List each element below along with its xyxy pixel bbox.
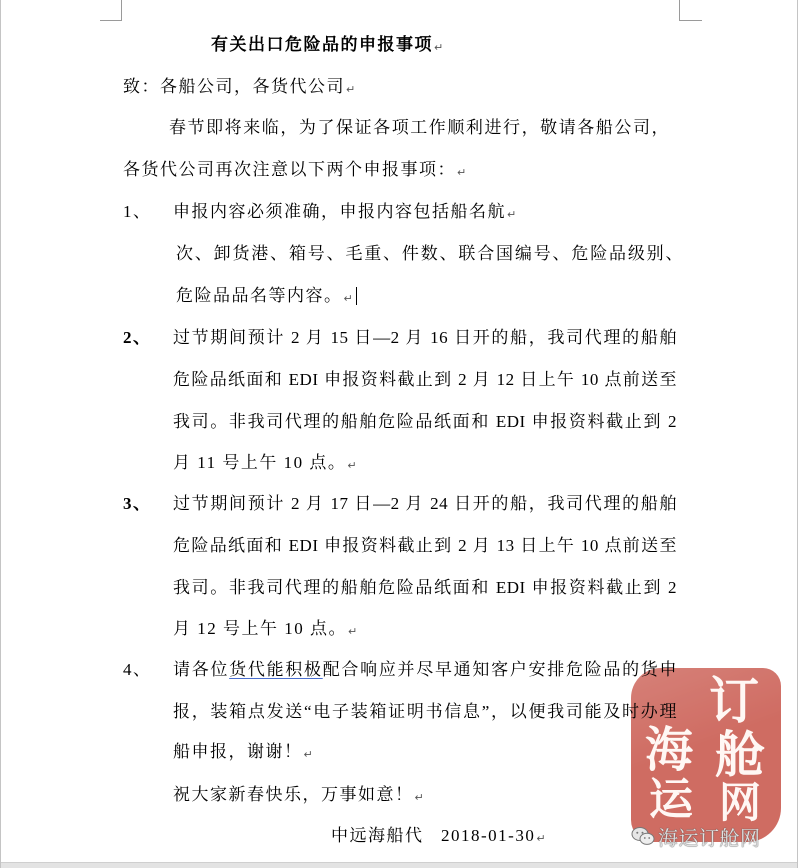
paragraph-mark: ↵ bbox=[414, 791, 424, 804]
seal-char: 舱 bbox=[715, 725, 765, 784]
item-line: 过节期间预计 2 月 17 日—2 月 24 日开的船，我司代理的船舶 bbox=[173, 494, 677, 513]
seal-char: 订 bbox=[709, 671, 759, 730]
closing-text: 祝大家新春快乐，万事如意！ bbox=[173, 785, 414, 804]
item-line bbox=[173, 658, 677, 682]
text-cursor bbox=[356, 287, 357, 305]
intro-line bbox=[123, 158, 466, 182]
item-line: 我司。非我司代理的船舶危险品纸面和 EDI 申报资料截止到 2 bbox=[173, 578, 677, 597]
salutation-text: 致：各船公司，各货代公司 bbox=[123, 77, 345, 96]
paragraph-mark: ↵ bbox=[346, 83, 356, 96]
item-line: 过节期间预计 2 月 15 日—2 月 16 日开的船，我司代理的船舶 bbox=[173, 328, 677, 347]
seal-watermark bbox=[631, 668, 781, 842]
paragraph-mark: ↵ bbox=[434, 41, 444, 54]
corner-mark-top-left bbox=[100, 0, 122, 21]
signature-date-text: 2018-01-30 bbox=[441, 826, 536, 845]
page-bottom-edge bbox=[1, 862, 797, 868]
wechat-caption bbox=[631, 824, 761, 848]
seal-char: 海 bbox=[645, 722, 694, 778]
paragraph-mark: ↵ bbox=[343, 292, 353, 305]
grammar-underlined-segment: 货代能积极 bbox=[229, 660, 323, 679]
seal-char: 运 bbox=[649, 774, 693, 825]
paragraph-mark: ↵ bbox=[348, 625, 358, 638]
paragraph-mark: ↵ bbox=[347, 459, 357, 472]
item-line-text: 月 12 号上午 10 点。 bbox=[173, 619, 347, 638]
item-line-text: 危险品品名等内容。 bbox=[176, 286, 343, 305]
item-line-text: 申报内容必须准确，申报内容包括船名航 bbox=[173, 202, 506, 221]
item-number: 2、 bbox=[123, 328, 152, 347]
paragraph-mark: ↵ bbox=[303, 748, 313, 761]
item-line: 危险品纸面和 EDI 申报资料截止到 2 月 13 日上午 10 点前送至 bbox=[173, 536, 677, 555]
intro-line: 春节即将来临，为了保证各项工作顺利进行，敬请各船公司， bbox=[169, 118, 669, 137]
item-line: 次、卸货港、箱号、毛重、件数、联合国编号、危险品级别、 bbox=[176, 244, 683, 263]
item-number: 4、 bbox=[123, 660, 152, 679]
item-line bbox=[173, 200, 516, 224]
item-line bbox=[173, 740, 313, 764]
item-line: 报，装箱点发送“电子装箱证明书信息”，以便我司能及时办理 bbox=[173, 702, 677, 721]
document-title bbox=[211, 33, 443, 57]
title-text: 有关出口危险品的申报事项 bbox=[211, 35, 433, 54]
item-number: 1、 bbox=[123, 202, 152, 221]
item-line-text: 月 11 号上午 10 点。 bbox=[173, 453, 347, 472]
signature-sender: 中远海船代 bbox=[331, 826, 424, 845]
item-number: 3、 bbox=[123, 494, 152, 513]
paragraph-mark: ↵ bbox=[536, 832, 546, 845]
salutation bbox=[123, 75, 355, 99]
item-line: 危险品纸面和 EDI 申报资料截止到 2 月 12 日上午 10 点前送至 bbox=[173, 370, 677, 389]
corner-mark-top-right bbox=[679, 0, 702, 21]
item-line bbox=[173, 617, 357, 641]
seal-char: 网 bbox=[719, 778, 762, 827]
paragraph-mark: ↵ bbox=[507, 208, 517, 221]
paragraph-mark: ↵ bbox=[457, 166, 467, 179]
intro-line-text: 各货代公司再次注意以下两个申报事项： bbox=[123, 160, 456, 179]
item-line-segment: 请各位 bbox=[173, 660, 230, 679]
item-line-segment: 配合响应并尽早通知客户安排危险品的货申 bbox=[322, 660, 677, 679]
item-line bbox=[173, 451, 357, 475]
closing-line bbox=[173, 783, 424, 807]
item-line bbox=[176, 284, 357, 308]
watermark-caption: 海运订舱网 bbox=[658, 825, 761, 850]
signature-date bbox=[441, 824, 546, 848]
item-line: 我司。非我司代理的船舶危险品纸面和 EDI 申报资料截止到 2 bbox=[173, 412, 677, 431]
wechat-icon bbox=[631, 826, 655, 846]
item-line-text: 船申报，谢谢！ bbox=[173, 742, 303, 761]
